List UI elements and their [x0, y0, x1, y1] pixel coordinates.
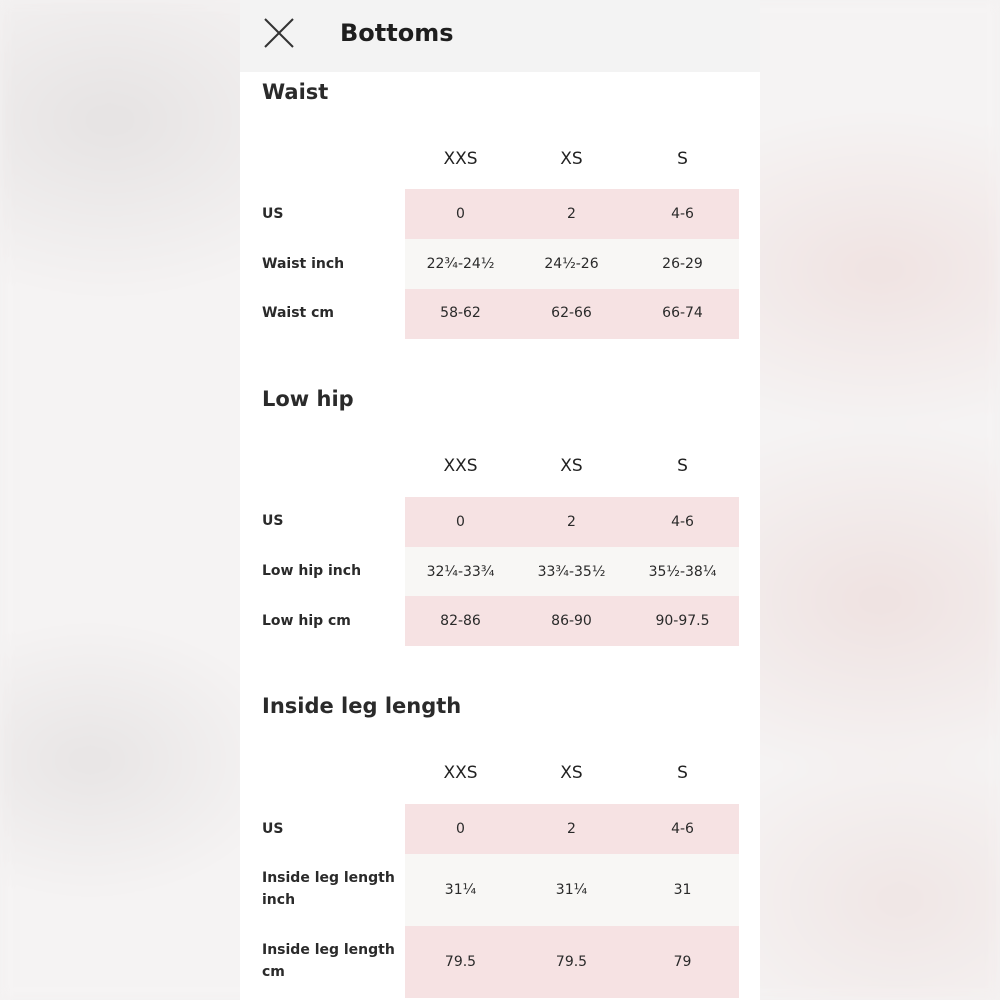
row-label: Waist cm [262, 305, 334, 321]
table-row [405, 547, 739, 597]
close-icon [262, 16, 296, 50]
column-header: XXS [443, 149, 478, 169]
close-button[interactable] [262, 16, 296, 50]
section-title: Low hip [262, 387, 354, 411]
table-cell: 0 [456, 821, 465, 837]
section-title: Waist [262, 80, 329, 104]
table-cell: 2 [567, 206, 576, 222]
row-label: US [262, 513, 284, 529]
table-cell: 2 [567, 514, 576, 530]
table-cell: 0 [456, 514, 465, 530]
column-header: XS [560, 763, 583, 783]
column-header: XS [560, 149, 583, 169]
section-inside-leg-length [240, 691, 760, 1000]
table-cell: 62-66 [551, 305, 592, 321]
table-cell: 58-62 [440, 305, 481, 321]
table-cell: 31¼ [555, 882, 588, 898]
table-cell: 26-29 [662, 256, 703, 272]
table-row [405, 239, 739, 289]
table-cell: 4-6 [671, 514, 694, 530]
table-cell: 79.5 [555, 954, 588, 970]
table-cell: 24½-26 [544, 256, 599, 272]
table-cell: 4-6 [671, 206, 694, 222]
table-cell: 32¼-33¾ [426, 564, 495, 580]
table-cell: 35½-38¼ [648, 564, 717, 580]
table-row [405, 926, 739, 998]
table-cell: 82-86 [440, 613, 481, 629]
column-header: S [677, 456, 688, 476]
section-waist [240, 77, 760, 347]
table-cell: 4-6 [671, 821, 694, 837]
table-cell: 86-90 [551, 613, 592, 629]
table-row [405, 596, 739, 646]
size-guide-panel [240, 0, 760, 1000]
row-label: Waist inch [262, 256, 345, 272]
table-cell: 31¼ [444, 882, 477, 898]
column-header: XS [560, 456, 583, 476]
row-label: Inside leg length inch [262, 870, 395, 908]
table-row [405, 854, 739, 926]
table-cell: 33¾-35½ [537, 564, 606, 580]
row-label: US [262, 206, 284, 222]
table-row [405, 497, 739, 547]
table-row [405, 189, 739, 239]
column-header: XXS [443, 456, 478, 476]
table-cell: 22¾-24½ [426, 256, 495, 272]
table-cell: 0 [456, 206, 465, 222]
section-title: Inside leg length [262, 694, 462, 718]
column-header: S [677, 149, 688, 169]
panel-header [240, 0, 760, 72]
row-label: Low hip inch [262, 563, 362, 579]
table-row [405, 804, 739, 854]
row-label: Inside leg length cm [262, 942, 395, 980]
table-cell: 2 [567, 821, 576, 837]
table-cell: 90-97.5 [655, 613, 710, 629]
row-label: US [262, 821, 284, 837]
table-cell: 31 [673, 882, 692, 898]
column-header: S [677, 763, 688, 783]
table-cell: 79 [673, 954, 692, 970]
column-header: XXS [443, 763, 478, 783]
table-row [405, 289, 739, 339]
row-label: Low hip cm [262, 613, 351, 629]
table-cell: 66-74 [662, 305, 703, 321]
section-low-hip [240, 384, 760, 654]
page-title: Bottoms [340, 19, 454, 47]
table-cell: 79.5 [444, 954, 477, 970]
